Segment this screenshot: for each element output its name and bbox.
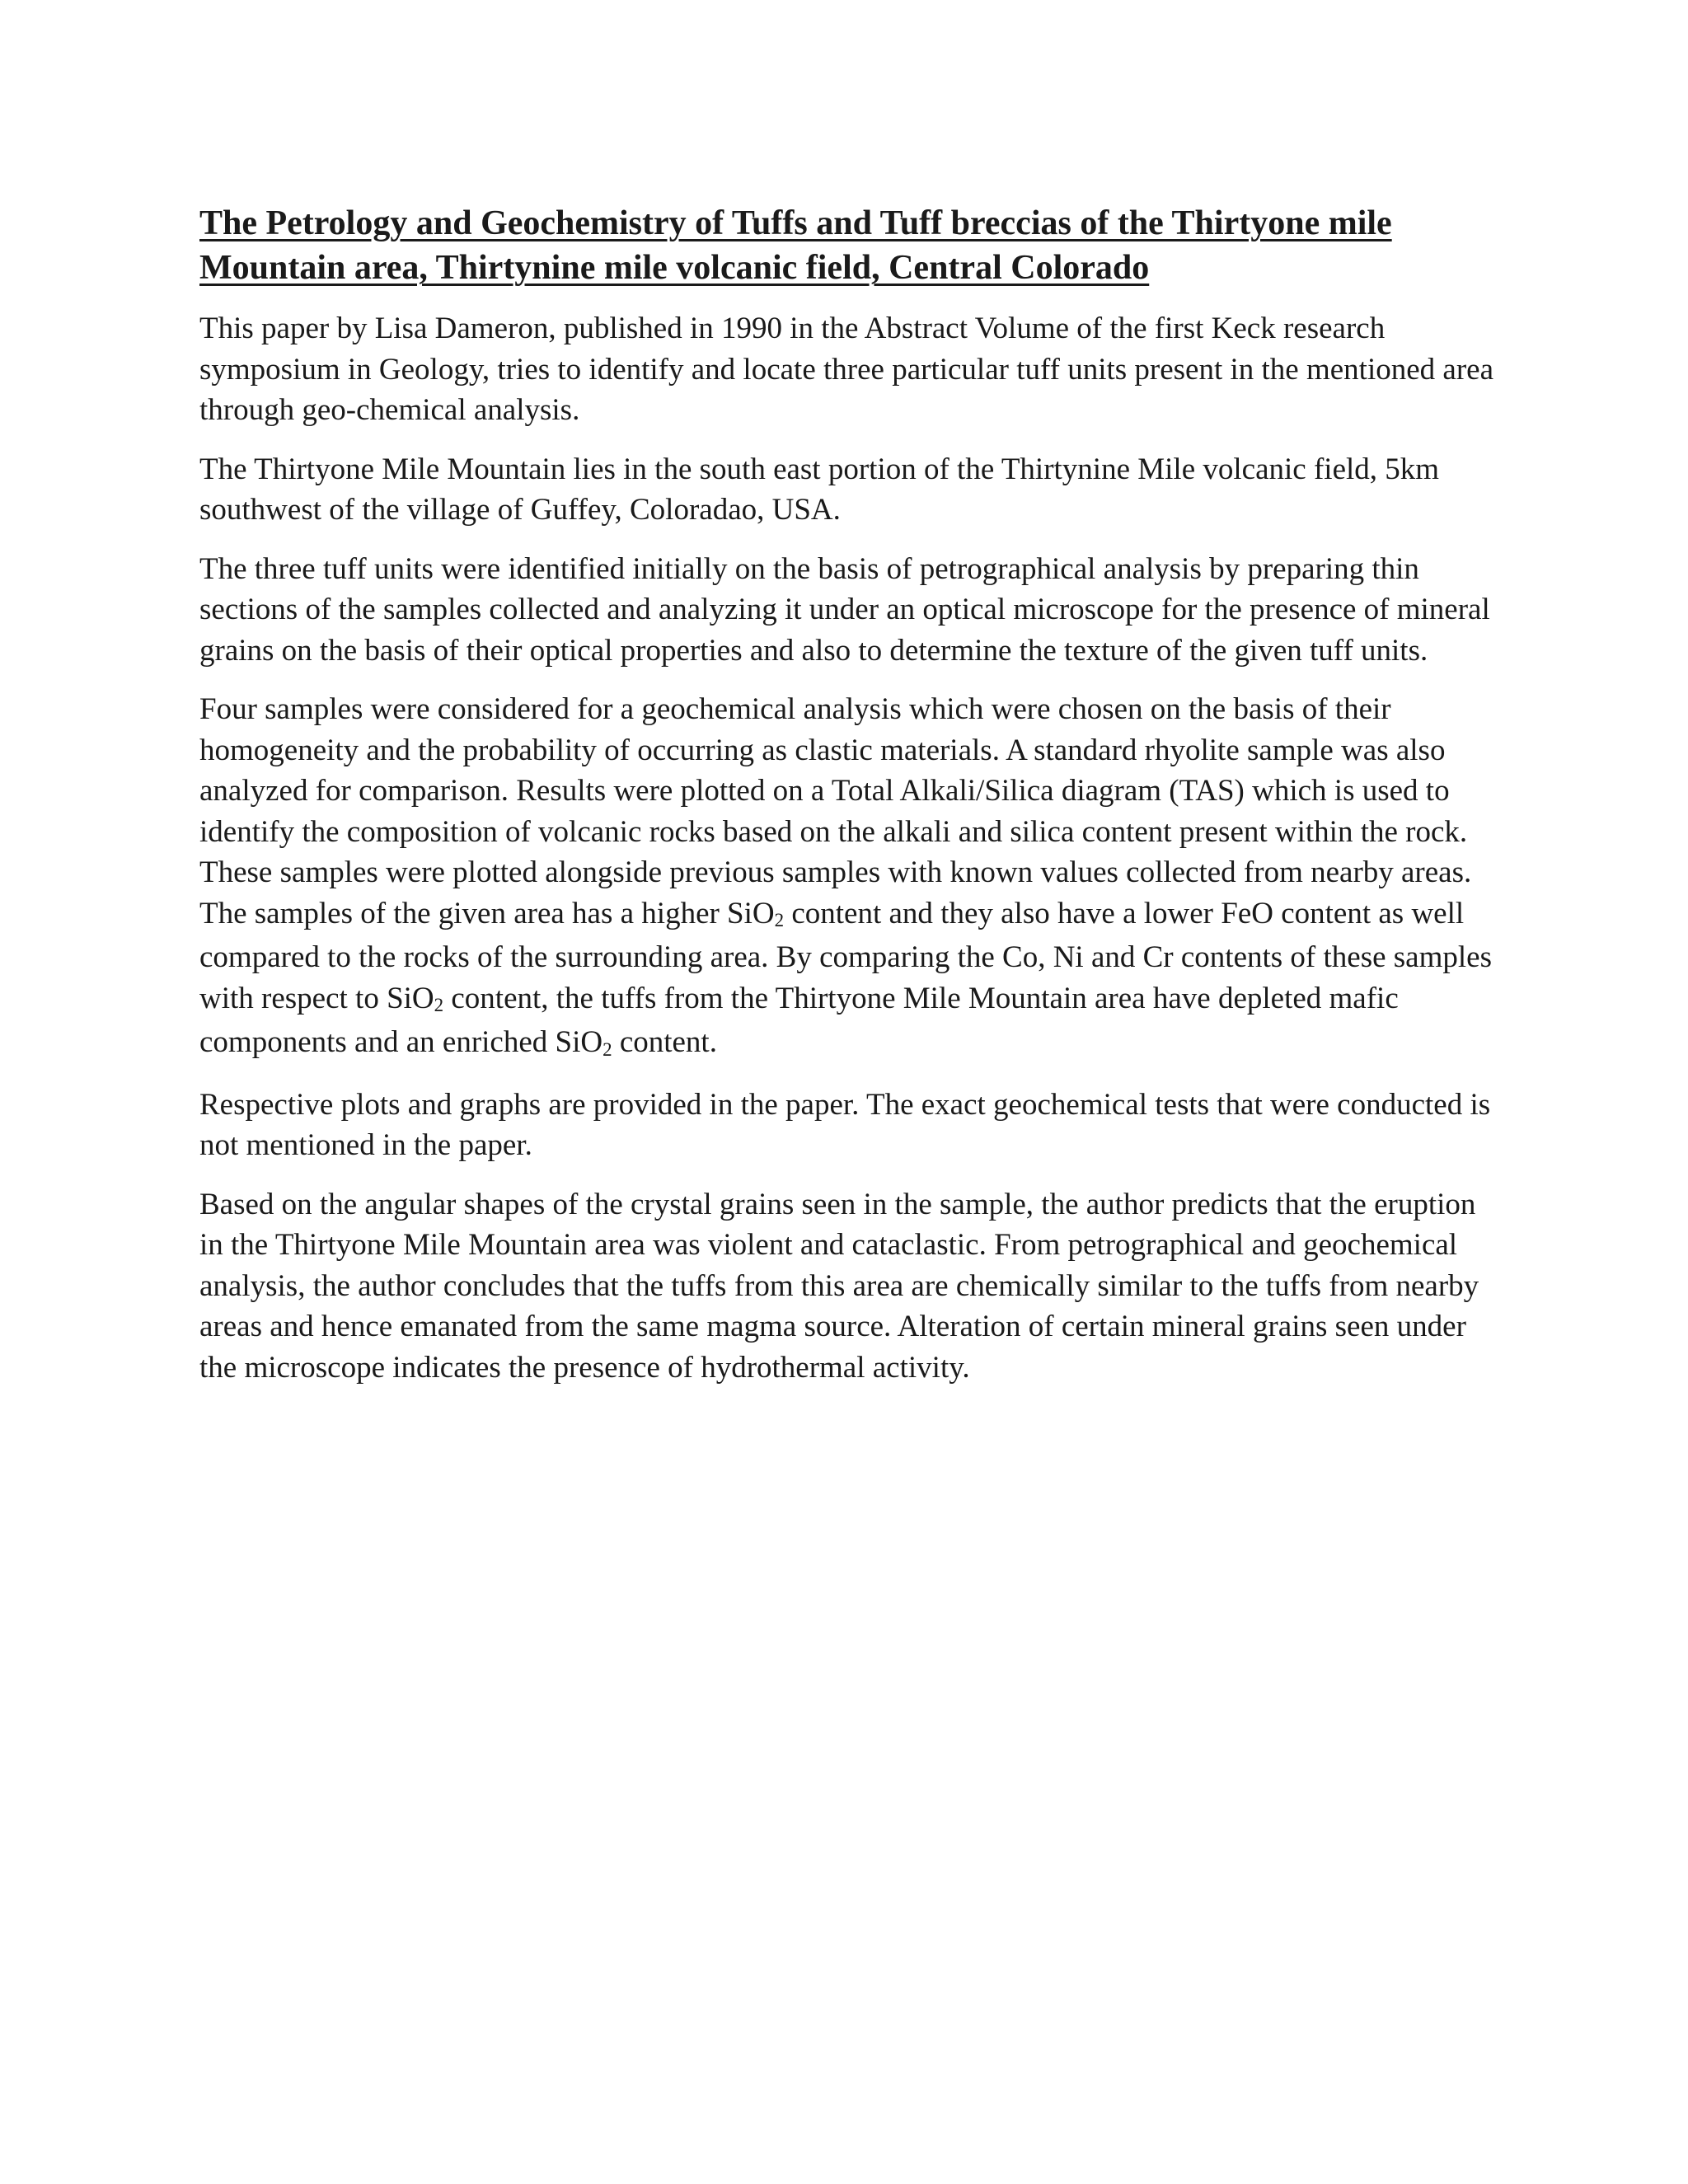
subscript-2: 2 [774,910,785,931]
paragraph-plots-note: Respective plots and graphs are provided in the paper. The exact geochemical tests that were conducted is not mentioned in the paper. [199,1087,1491,1162]
document-body [199,308,1502,1388]
paragraph-conclusion: Based on the angular shapes of the crystal grains seen in the sample, the author predicts that the eruption in the Thirtyone Mile Mountain area was violent and cataclastic. From petrographical and geochemical analysis, the author concludes that the tuffs from this area are chemically similar to the tuffs from nearby areas and hence emanated from the same magma source. Alteration of certain mineral grains seen under the microscope indicates the presence of hydrothermal activity. [199,1187,1479,1385]
paragraph-location: The Thirtyone Mile Mountain lies in the south east portion of the Thirtynine Mile volcanic field, 5km southwest of the village of Guffey, Coloradao, USA. [199,452,1440,527]
subscript-2: 2 [434,995,444,1016]
paragraph-intro: This paper by Lisa Dameron, published in 1990 in the Abstract Volume of the first Keck research symposium in Geology, tries to identify and locate three particular tuff units present in the mentioned area through geo-chemical analysis. [199,312,1494,427]
paragraph-geochemistry-part-b: content and they also have a lower FeO content as well compared to the rocks of the surrounding area. By comparing the Co, Ni and Cr contents of these samples with respect to SiO [199,896,1492,1015]
paragraph-geochemistry-part-c: content, the tuffs from the Thirtyone Mile Mountain area have depleted mafic components and an enriched SiO [199,981,1399,1059]
document-page [199,201,1502,1406]
paragraph-petrography: The three tuff units were identified initially on the basis of petrographical analysis by preparing thin sections of the samples collected and analyzing it under an optical microscope for the presence of mineral grains on the basis of their optical properties and also to determine the texture of the given tuff units. [199,551,1490,668]
document-title: The Petrology and Geochemistry of Tuffs and Tuff breccias of the Thirtyone mile Mountain area, Thirtynine mile volcanic field, Central Colorado [199,204,1392,287]
paragraph-geochemistry-part-d: content. [612,1025,717,1059]
paragraph-geochemistry-part-a: Four samples were considered for a geochemical analysis which were chosen on the basis of their homogeneity and the probability of occurring as clastic materials. A standard rhyolite sample was also analyzed for comparison. Results were plotted on a Total Alkali/Silica diagram (TAS) which is used to identify the composition of volcanic rocks based on the alkali and silica content present within the rock. These samples were plotted alongside previous samples with known values collected from nearby areas. The samples of the given area has a higher SiO [199,692,1472,930]
paragraph-geochemistry [199,689,1502,1066]
subscript-2: 2 [603,1038,612,1060]
